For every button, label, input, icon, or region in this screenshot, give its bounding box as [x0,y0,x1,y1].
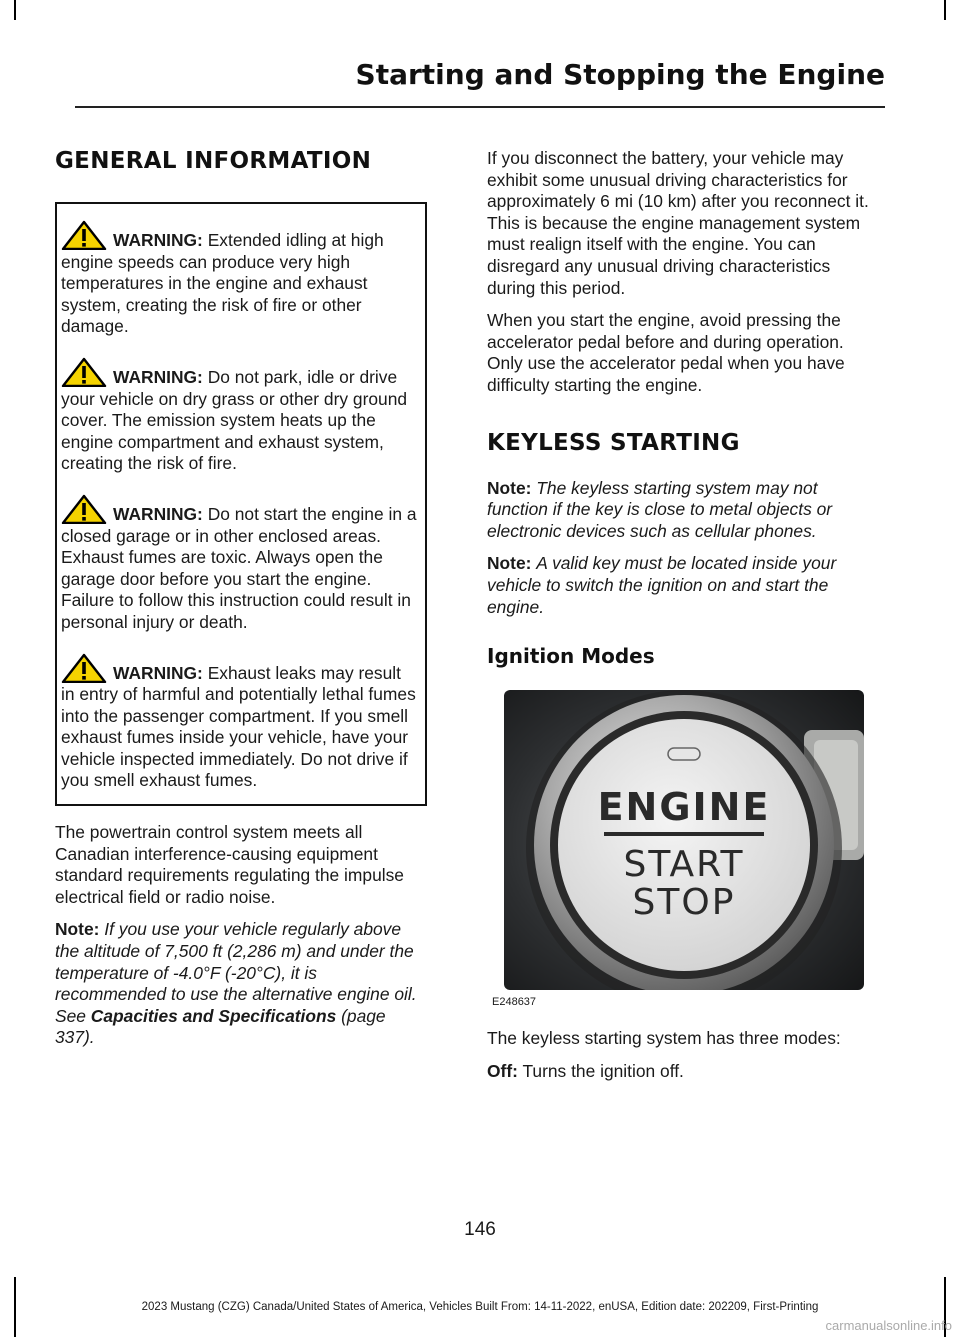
warning-text: Exhaust leaks may result in entry of harmful and potentially lethal fumes into the passenger compartment. If you smell exhaust fumes inside your vehicle, have your vehicle inspected immediately. Do not drive if you smell exhaust fumes. [61,662,416,791]
mode-text: Turns the ignition off. [522,1060,684,1081]
engine-start-stop-figure [504,690,864,990]
note-text: If you use your vehicle regularly above the altitude of 7,500 ft (2,286 m) and under the temperature of -4.0°F (-20°C), it is recommended to use the alternative engine oil. See [55,919,417,1026]
footer-text: 2023 Mustang (CZG) Canada/United States of America, Vehicles Built From: 14-11-2022, enUSA, Edition date: 202209, First-Printing [141,1301,819,1313]
left-column [55,140,427,1049]
crop-mark [944,0,946,20]
subheading-ignition-modes: Ignition Modes [487,644,655,669]
powertrain-paragraph: The powertrain control system meets all Canadian interference-causing equipment standard requirements regulating the impulse electrical field or radio noise. [55,822,404,907]
warning-label: WARNING: [113,662,203,683]
keyless-note-1 [487,478,882,543]
warning-triangle-icon [61,220,107,250]
right-column [487,140,882,1082]
warning-item [61,653,417,793]
watermark: carmanualsonline.info [825,1318,952,1333]
figure-text-engine: ENGINE [597,785,771,830]
warning-label: WARNING: [113,366,203,387]
page-number: 146 [464,1219,496,1240]
battery-paragraph: If you disconnect the battery, your vehicle may exhibit some unusual driving characteristics for approximately 6 mi (10 km) after you reconnect it. This is because the engine management system must realign itself with the engine. You can disregard any unusual driving characteristics during this period. [487,148,869,298]
note-text: A valid key must be located inside your vehicle to switch the ignition on and start the engine. [487,553,837,617]
modes-paragraph: The keyless starting system has three modes: [487,1028,841,1049]
section-heading-keyless-starting: KEYLESS STARTING [487,429,740,456]
warnings-box [55,202,427,806]
warning-item [61,220,417,338]
note-label: Note: [487,477,532,498]
mode-off [487,1061,882,1083]
note-label: Note: [55,919,100,940]
warning-triangle-icon [61,357,107,387]
warning-label: WARNING: [113,230,203,250]
section-heading-general-information: GENERAL INFORMATION [55,148,372,174]
figure-id: E248637 [492,996,537,1009]
warning-text: Do not start the engine in a closed garage or in other enclosed areas. Exhaust fumes are toxic. Always open the garage door before you start the engine. Failure to follow this instruction could result in personal injury or death. [61,503,417,632]
altitude-note [55,919,427,1049]
warning-item [61,357,417,475]
note-text: The keyless starting system may not function if the key is close to metal objects or electronic devices such as cellular phones. [487,477,833,541]
cross-reference-link[interactable]: Capacities and Specifications [90,1005,337,1026]
keyless-note-2 [487,553,882,618]
page-reference: (page 337). [55,1005,386,1048]
warning-triangle-icon [61,494,107,524]
warning-triangle-icon [61,653,107,683]
mode-label: Off: [487,1060,518,1081]
warning-text: Extended idling at high engine speeds can produce very high temperatures in the engine and exhaust system, creating the risk of fire or other damage. [61,230,384,337]
figure-text-start: START [623,844,745,886]
warning-label: WARNING: [113,503,203,524]
crop-mark [14,0,16,20]
accelerator-paragraph: When you start the engine, avoid pressing the accelerator pedal before and during operation. Only use the accelerator pedal when you have difficulty starting the engine. [487,310,845,395]
note-label: Note: [487,553,532,574]
figure-text-stop: STOP [632,882,736,924]
header-divider [75,106,885,108]
engine-start-stop-button-image [504,690,864,990]
warning-item [61,494,417,634]
warning-text: Do not park, idle or drive your vehicle on dry grass or other dry ground cover. The emission system heats up the engine compartment and exhaust system, creating the risk of fire. [61,366,408,474]
page-title: Starting and Stopping the Engine [355,58,885,91]
